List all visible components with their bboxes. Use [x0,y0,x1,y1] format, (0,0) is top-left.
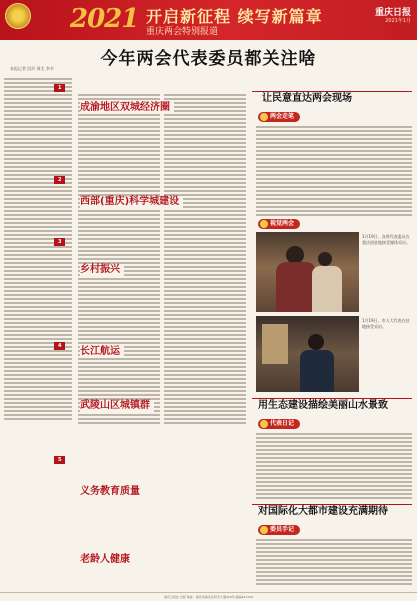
photo-person2-body [312,266,342,312]
page-footer: 重庆日报社 出版 地址：重庆市渝北区同茂大道416号 邮编401120 [0,592,417,601]
section-title-chengyu: 成渝地区双城经济圈 [80,102,174,114]
left-tag-3: 3 [54,238,65,246]
right-article-3 [256,537,412,589]
section-title-science-city: 西部(重庆)科学城建设 [80,196,183,208]
photo-interview-1 [256,232,359,312]
photo-caption-1: 1月19日，各界代表委员在重庆团驻地接受媒体采访。 [362,234,410,245]
national-emblem-icon [5,3,31,29]
left-tag-4: 4 [54,342,65,350]
section-title-elderly: 老龄人健康 [80,554,134,566]
left-tag-2: 2 [54,176,65,184]
middle-column-b [164,92,246,588]
badge-visual-lianghui: 视觉两会 [258,219,300,229]
right-article-2 [256,431,412,501]
right-top-rule [252,91,412,92]
banner-subtitle: 重庆两会特别报道 [146,27,219,37]
badge-daibiao-riji: 代表日记 [258,419,300,429]
photo-interview-2 [256,316,359,392]
photo-caption-2: 1月19日，市人大代表在驻地接受采访。 [362,318,410,329]
left-tag-5: 5 [54,456,65,464]
right-lower-rule [252,504,412,505]
section-title-education: 义务教育质量 [80,486,144,498]
issue-date: 2021年1月 [385,18,411,24]
banner-title: 开启新征程 续写新篇章 [146,7,323,26]
photo2-person-head [308,334,324,350]
middle-column-a [78,92,160,588]
section-title-yangtze: 长江航运 [80,346,124,358]
section-title-rural: 乡村振兴 [80,264,124,276]
masthead-banner [0,0,417,40]
right-title-3: 对国际化大都市建设充满期待 [258,506,388,517]
byline: 本报记者 段玲 周尤 李幸 [10,66,54,71]
right-title-2: 用生态建设描绘美丽山水景致 [258,400,388,411]
badge-lianghui-zoubi: 两会走笔 [258,112,300,122]
photo-person-body [276,262,316,312]
banner-year: 2021 [70,4,139,34]
photo2-person-body [300,350,334,392]
right-mid-rule [252,398,412,399]
photo-person2-head [318,252,332,266]
page-headline: 今年两会代表委员都关注啥 [100,49,317,69]
right-title-1: 让民意直达两会现场 [262,93,352,104]
badge-weiyuan-shouji: 委员手记 [258,525,300,535]
left-column-text [4,76,72,588]
publication-name: 重庆日报 [374,8,411,18]
right-article-1 [256,124,412,218]
left-tag-1: 1 [54,84,65,92]
section-title-wuling: 武陵山区城镇群 [80,400,154,412]
photo2-background-panel [262,324,288,364]
